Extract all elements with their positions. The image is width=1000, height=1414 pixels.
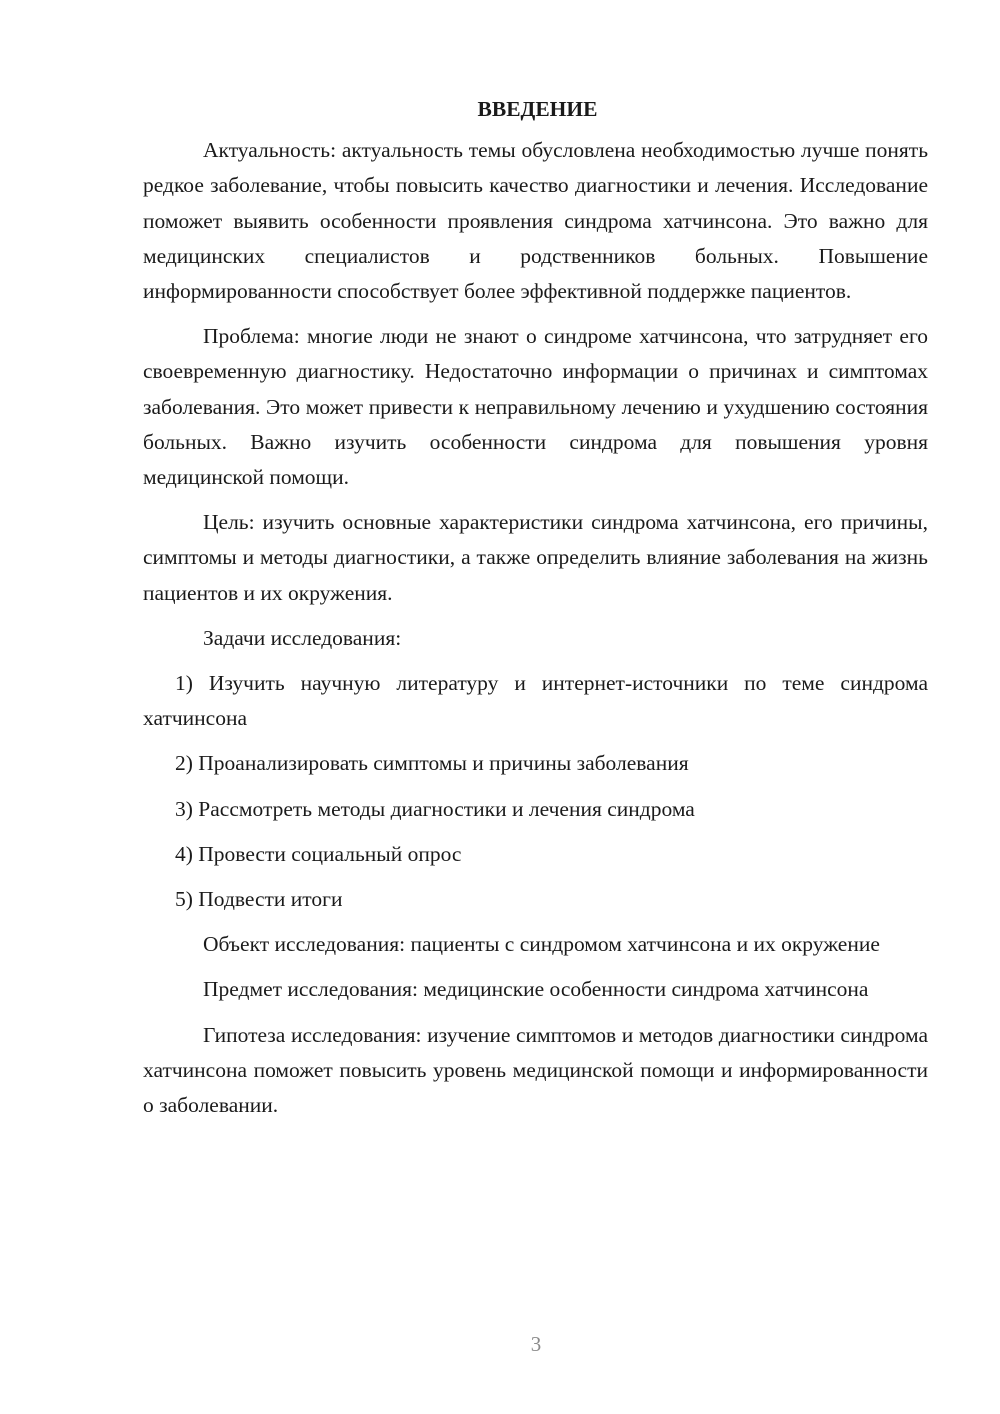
- list-item-task-1: 1) Изучить научную литературу и интернет-источники по теме синдрома хатчинсона: [143, 671, 928, 731]
- paragraph-subject: Предмет исследования: медицинские особенности синдрома хатчинсона: [203, 977, 869, 1002]
- list-item-task-3: 3) Рассмотреть методы диагностики и лечения синдрома: [175, 796, 695, 821]
- list-item-task-4: 4) Провести социальный опрос: [175, 841, 462, 866]
- paragraph-problem: Проблема: многие люди не знают о синдроме хатчинсона, что затрудняет его своевременную диагностику. Недостаточно информации о причинах и симптомах заболевания. Это может привести к неправильному лечению и ухудшению состояния больных. Важно изучить особенности синдрома для повышения уровня медицинской помощи.: [143, 324, 928, 490]
- paragraph-tasks-heading: Задачи исследования:: [203, 625, 402, 650]
- list-item-task-2: 2) Проанализировать симптомы и причины заболевания: [175, 751, 689, 776]
- paragraph-relevance: Актуальность: актуальность темы обусловлена необходимостью лучше понять редкое заболевание, чтобы повысить качество диагностики и лечения. Исследование поможет выявить особенности проявления синдрома хатчинсона. Это важно для медицинских специалистов и родственников больных. Повышение информированности способствует более эффективной поддержке пациентов.: [143, 138, 928, 304]
- document-body: [143, 92, 928, 1133]
- section-title: ВВЕДЕНИЕ: [477, 97, 598, 121]
- list-item-task-5: 5) Подвести итоги: [175, 887, 343, 912]
- paragraph-goal: Цель: изучить основные характеристики синдрома хатчинсона, его причины, симптомы и методы диагностики, а также определить влияние заболевания на жизнь пациентов и их окружения.: [143, 510, 928, 605]
- paragraph-object: Объект исследования: пациенты с синдромом хатчинсона и их окружение: [203, 932, 880, 957]
- paragraph-hypothesis: Гипотеза исследования: изучение симптомов и методов диагностики синдрома хатчинсона поможет повысить уровень медицинской помощи и информированности о заболевании.: [143, 1022, 928, 1118]
- page-number: 3: [530, 1332, 542, 1356]
